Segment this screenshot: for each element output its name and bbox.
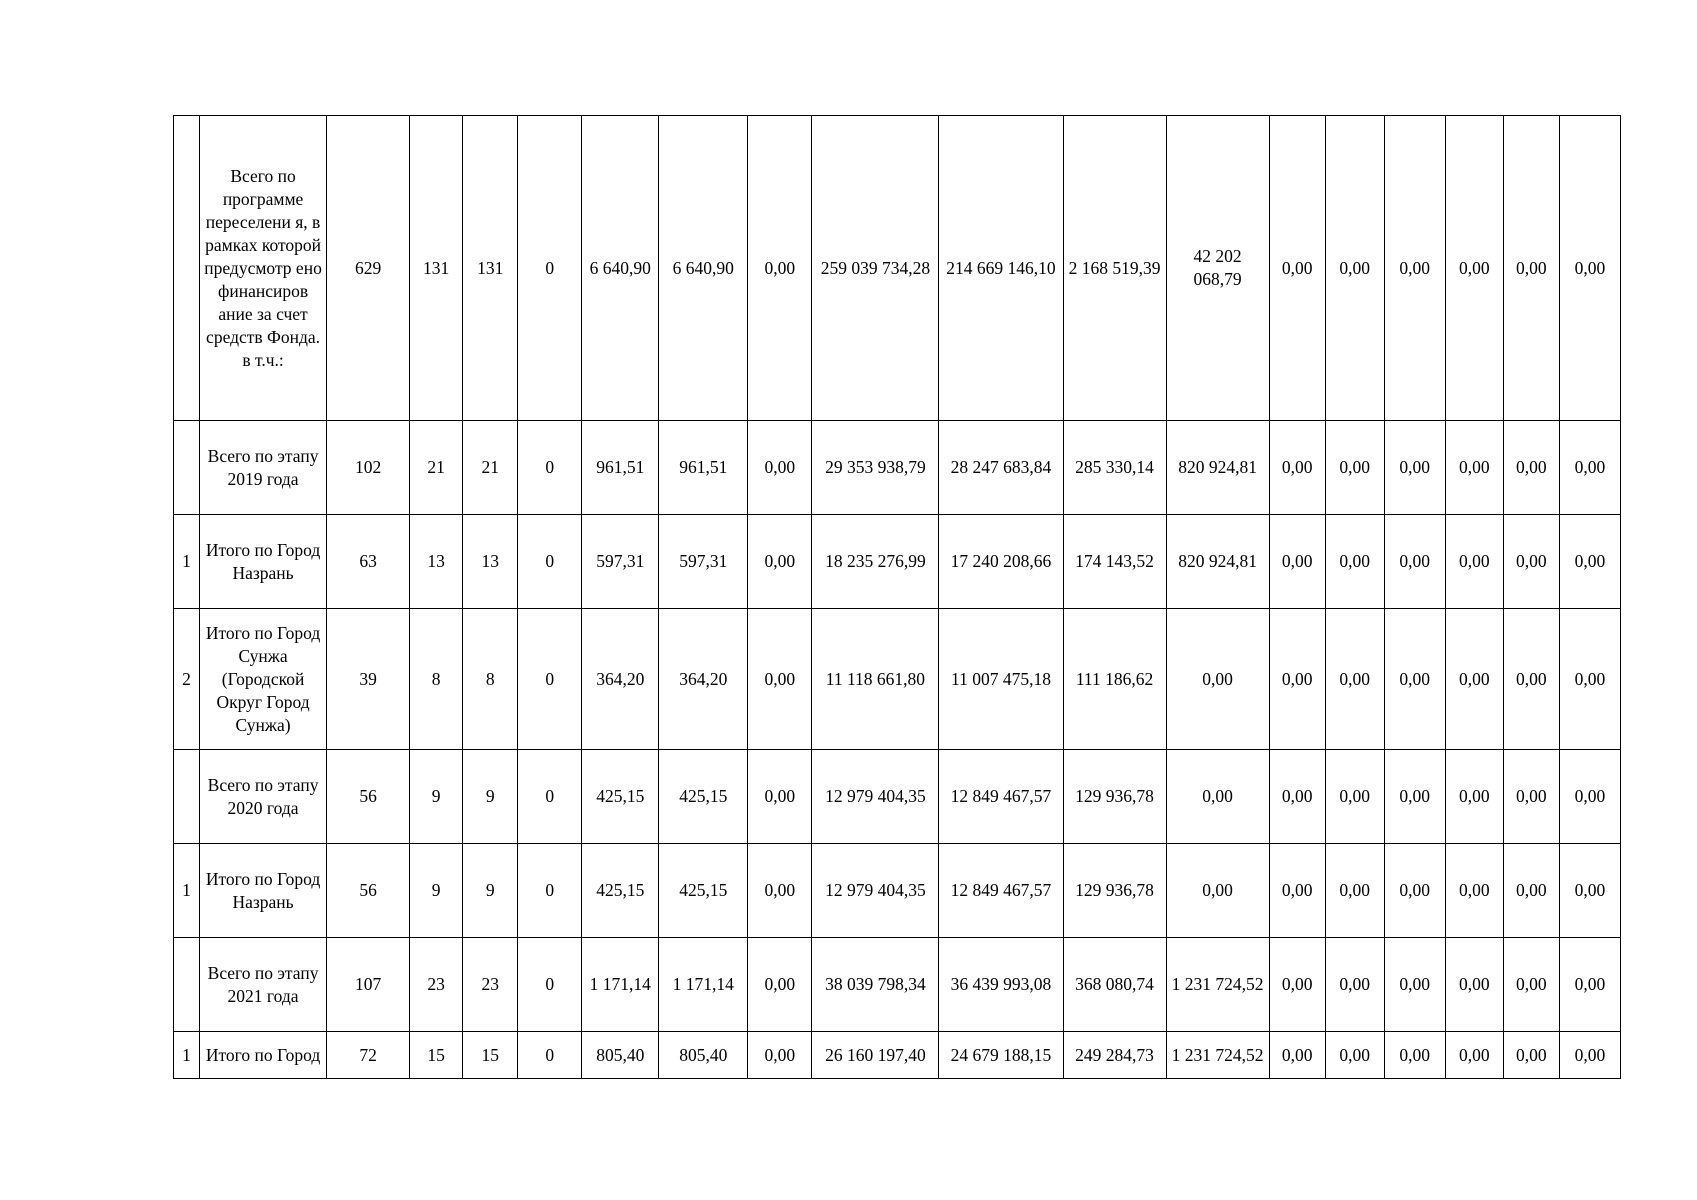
value-cell: 0,00: [1503, 116, 1559, 421]
value-cell: 0,00: [1559, 750, 1620, 844]
table-row: [174, 1032, 1621, 1079]
value-cell: 0,00: [1325, 421, 1384, 515]
row-name-cell: Всего по этапу 2021 года: [200, 938, 327, 1032]
row-name-cell: Итого по Город: [200, 1032, 327, 1079]
table-row: [174, 515, 1621, 609]
value-cell: 961,51: [582, 421, 659, 515]
value-cell: 0,00: [1503, 938, 1559, 1032]
value-cell: 0,00: [748, 938, 812, 1032]
value-cell: 8: [410, 609, 463, 750]
value-cell: 0,00: [1269, 515, 1325, 609]
value-cell: 0,00: [1445, 609, 1503, 750]
value-cell: 0,00: [1503, 1032, 1559, 1079]
value-cell: 15: [463, 1032, 518, 1079]
value-cell: 425,15: [582, 844, 659, 938]
value-cell: 0,00: [748, 515, 812, 609]
value-cell: 0,00: [1325, 515, 1384, 609]
value-cell: 0,00: [748, 750, 812, 844]
row-number-cell: 1: [174, 844, 200, 938]
value-cell: 39: [327, 609, 410, 750]
value-cell: 6 640,90: [659, 116, 748, 421]
value-cell: 11 118 661,80: [812, 609, 939, 750]
value-cell: 0,00: [1269, 609, 1325, 750]
value-cell: 29 353 938,79: [812, 421, 939, 515]
value-cell: 26 160 197,40: [812, 1032, 939, 1079]
value-cell: 12 849 467,57: [939, 844, 1063, 938]
value-cell: 0,00: [1445, 750, 1503, 844]
value-cell: 23: [463, 938, 518, 1032]
value-cell: 13: [410, 515, 463, 609]
value-cell: 0,00: [1445, 1032, 1503, 1079]
value-cell: 425,15: [659, 844, 748, 938]
value-cell: 0: [518, 1032, 582, 1079]
value-cell: 21: [410, 421, 463, 515]
value-cell: 0,00: [1445, 938, 1503, 1032]
value-cell: 21: [463, 421, 518, 515]
value-cell: 425,15: [659, 750, 748, 844]
row-number-cell: [174, 938, 200, 1032]
value-cell: 0,00: [1325, 750, 1384, 844]
value-cell: 12 979 404,35: [812, 844, 939, 938]
value-cell: 6 640,90: [582, 116, 659, 421]
value-cell: 805,40: [582, 1032, 659, 1079]
value-cell: 0: [518, 515, 582, 609]
value-cell: 0,00: [1503, 609, 1559, 750]
value-cell: 259 039 734,28: [812, 116, 939, 421]
table-row: [174, 844, 1621, 938]
value-cell: 820 924,81: [1166, 421, 1269, 515]
value-cell: 0,00: [1384, 1032, 1445, 1079]
value-cell: 13: [463, 515, 518, 609]
value-cell: 63: [327, 515, 410, 609]
row-number-cell: 1: [174, 1032, 200, 1079]
value-cell: 17 240 208,66: [939, 515, 1063, 609]
value-cell: 0,00: [1269, 750, 1325, 844]
value-cell: 0,00: [1384, 938, 1445, 1032]
value-cell: 0,00: [1559, 938, 1620, 1032]
value-cell: 0,00: [1559, 1032, 1620, 1079]
value-cell: 249 284,73: [1063, 1032, 1166, 1079]
value-cell: 597,31: [659, 515, 748, 609]
table-row: [174, 421, 1621, 515]
value-cell: 0,00: [1325, 1032, 1384, 1079]
value-cell: 820 924,81: [1166, 515, 1269, 609]
row-name-cell: Всего по этапу 2019 года: [200, 421, 327, 515]
value-cell: 0,00: [748, 1032, 812, 1079]
value-cell: 0,00: [1269, 116, 1325, 421]
value-cell: 0,00: [1384, 844, 1445, 938]
value-cell: 0,00: [1325, 844, 1384, 938]
value-cell: 0,00: [1559, 116, 1620, 421]
value-cell: 0,00: [1166, 609, 1269, 750]
row-name-cell: Всего по этапу 2020 года: [200, 750, 327, 844]
value-cell: 597,31: [582, 515, 659, 609]
value-cell: 425,15: [582, 750, 659, 844]
value-cell: 0,00: [1445, 844, 1503, 938]
value-cell: 0,00: [1384, 750, 1445, 844]
value-cell: 285 330,14: [1063, 421, 1166, 515]
value-cell: 0,00: [1559, 844, 1620, 938]
row-number-cell: [174, 421, 200, 515]
value-cell: 129 936,78: [1063, 844, 1166, 938]
value-cell: 12 849 467,57: [939, 750, 1063, 844]
value-cell: 0: [518, 844, 582, 938]
value-cell: 1 171,14: [659, 938, 748, 1032]
value-cell: 24 679 188,15: [939, 1032, 1063, 1079]
value-cell: 0,00: [1445, 421, 1503, 515]
value-cell: 0,00: [1559, 609, 1620, 750]
value-cell: 56: [327, 750, 410, 844]
value-cell: 72: [327, 1032, 410, 1079]
value-cell: 36 439 993,08: [939, 938, 1063, 1032]
row-name-cell: Итого по Город Назрань: [200, 515, 327, 609]
value-cell: 0,00: [1269, 1032, 1325, 1079]
value-cell: 0,00: [1384, 515, 1445, 609]
value-cell: 0,00: [1445, 515, 1503, 609]
value-cell: 0,00: [1269, 844, 1325, 938]
table-row: [174, 938, 1621, 1032]
value-cell: 38 039 798,34: [812, 938, 939, 1032]
value-cell: 9: [410, 750, 463, 844]
value-cell: 42 202 068,79: [1166, 116, 1269, 421]
value-cell: 0: [518, 421, 582, 515]
row-number-cell: 1: [174, 515, 200, 609]
value-cell: 23: [410, 938, 463, 1032]
value-cell: 368 080,74: [1063, 938, 1166, 1032]
value-cell: 0,00: [1325, 609, 1384, 750]
value-cell: 0,00: [1166, 750, 1269, 844]
value-cell: 129 936,78: [1063, 750, 1166, 844]
resettlement-program-table: [173, 115, 1621, 1079]
value-cell: 364,20: [582, 609, 659, 750]
value-cell: 9: [410, 844, 463, 938]
value-cell: 961,51: [659, 421, 748, 515]
value-cell: 0,00: [1269, 421, 1325, 515]
value-cell: 18 235 276,99: [812, 515, 939, 609]
value-cell: 28 247 683,84: [939, 421, 1063, 515]
value-cell: 0,00: [748, 844, 812, 938]
value-cell: 0,00: [748, 116, 812, 421]
row-number-cell: [174, 750, 200, 844]
value-cell: 12 979 404,35: [812, 750, 939, 844]
value-cell: 9: [463, 750, 518, 844]
value-cell: 1 231 724,52: [1166, 1032, 1269, 1079]
value-cell: 364,20: [659, 609, 748, 750]
value-cell: 0,00: [748, 609, 812, 750]
value-cell: 0,00: [1384, 116, 1445, 421]
value-cell: 2 168 519,39: [1063, 116, 1166, 421]
value-cell: 0,00: [1503, 750, 1559, 844]
table-row: [174, 609, 1621, 750]
table-body: [174, 116, 1621, 1079]
row-number-cell: 2: [174, 609, 200, 750]
value-cell: 0,00: [1503, 515, 1559, 609]
table-row: [174, 116, 1621, 421]
value-cell: 0,00: [1503, 421, 1559, 515]
value-cell: 0,00: [1559, 421, 1620, 515]
value-cell: 107: [327, 938, 410, 1032]
value-cell: 131: [410, 116, 463, 421]
value-cell: 56: [327, 844, 410, 938]
value-cell: 0,00: [1325, 938, 1384, 1032]
value-cell: 11 007 475,18: [939, 609, 1063, 750]
value-cell: 0,00: [748, 421, 812, 515]
row-name-cell: Итого по Город Назрань: [200, 844, 327, 938]
value-cell: 0,00: [1384, 609, 1445, 750]
value-cell: 9: [463, 844, 518, 938]
row-name-cell: Всего по программе переселени я, в рамках которой предусмотр ено финансиров ание за счет средств Фонда. в т.ч.:: [200, 116, 327, 421]
value-cell: 0,00: [1269, 938, 1325, 1032]
value-cell: 1 231 724,52: [1166, 938, 1269, 1032]
value-cell: 0,00: [1503, 844, 1559, 938]
value-cell: 0: [518, 938, 582, 1032]
value-cell: 0,00: [1445, 116, 1503, 421]
table-row: [174, 750, 1621, 844]
value-cell: 111 186,62: [1063, 609, 1166, 750]
value-cell: 174 143,52: [1063, 515, 1166, 609]
value-cell: 0,00: [1325, 116, 1384, 421]
value-cell: 0: [518, 609, 582, 750]
value-cell: 0,00: [1166, 844, 1269, 938]
value-cell: 102: [327, 421, 410, 515]
value-cell: 131: [463, 116, 518, 421]
value-cell: 214 669 146,10: [939, 116, 1063, 421]
value-cell: 0: [518, 750, 582, 844]
value-cell: 0,00: [1559, 515, 1620, 609]
value-cell: 805,40: [659, 1032, 748, 1079]
value-cell: 629: [327, 116, 410, 421]
row-name-cell: Итого по Город Сунжа (Городской Округ Город Сунжа): [200, 609, 327, 750]
value-cell: 0,00: [1384, 421, 1445, 515]
value-cell: 1 171,14: [582, 938, 659, 1032]
value-cell: 0: [518, 116, 582, 421]
value-cell: 15: [410, 1032, 463, 1079]
row-number-cell: [174, 116, 200, 421]
value-cell: 8: [463, 609, 518, 750]
